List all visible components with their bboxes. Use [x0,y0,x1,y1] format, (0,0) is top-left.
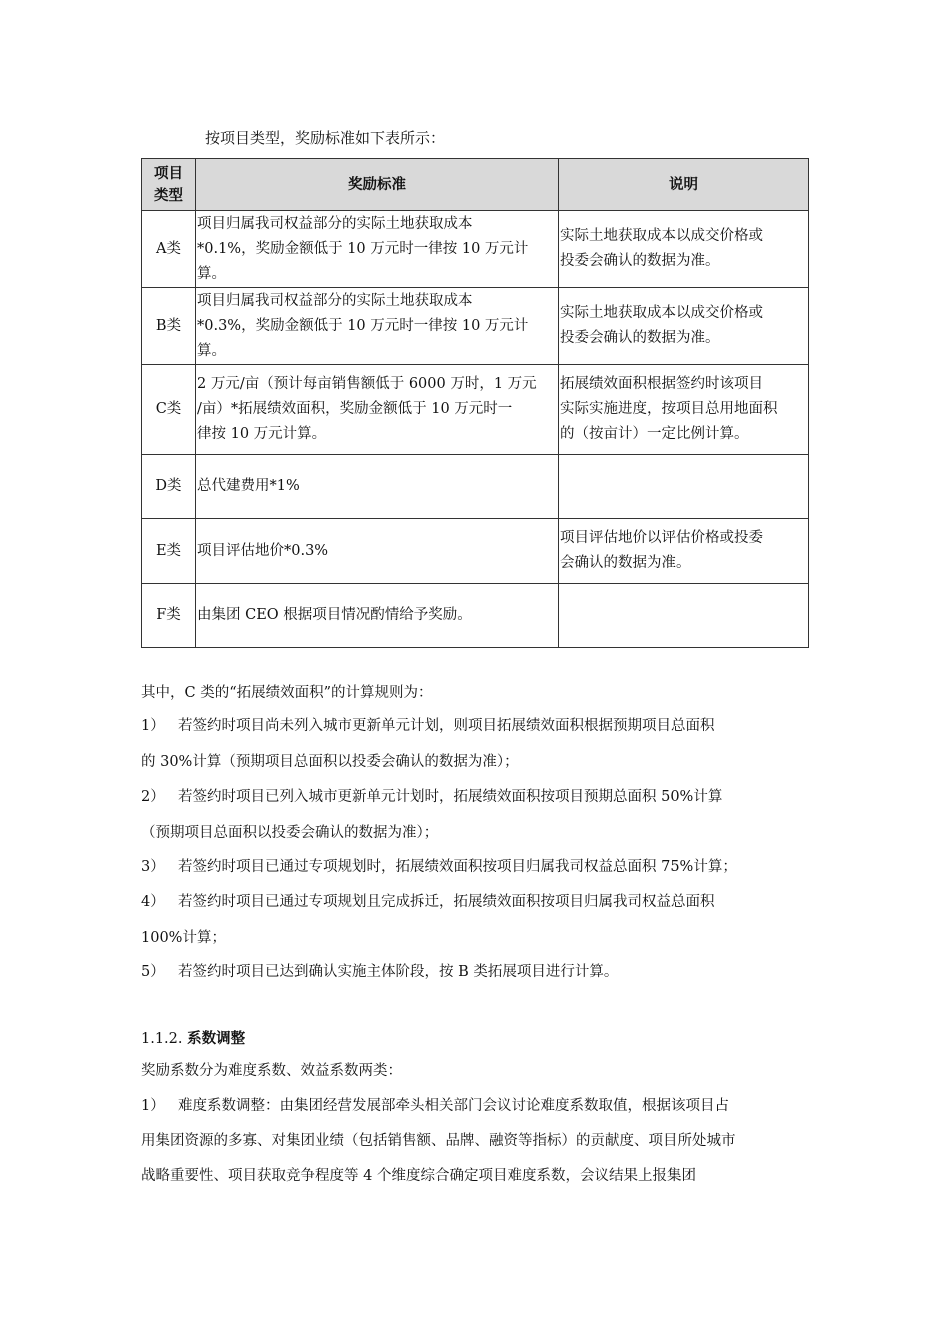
type-cell: D类 [142,455,196,519]
list-text: 若签约时项目尚未列入城市更新单元计划，则项目拓展绩效面积根据预期项目总面积 [178,718,715,734]
note-line: 投委会确认的数据为准。 [560,330,720,346]
note-line: 实际实施进度，按项目总用地面积 [560,401,778,417]
standard-cell [196,584,559,648]
list-text: 若签约时项目已通过专项规划且完成拆迁，拓展绩效面积按项目归属我司权益总面积 [178,894,715,910]
note-line: 拓展绩效面积根据签约时该项目 [560,376,763,392]
list-item [141,1096,811,1116]
note-cell [559,365,809,455]
type-cell: C类 [142,365,196,455]
section-heading [141,1029,811,1049]
list-item-continuation: 战略重要性、项目获取竞争程度等 4 个维度综合确定项目难度系数，会议结果上报集团 [141,1168,696,1184]
standard-line: 总代建费用*1% [197,478,300,494]
header-description: 说明 [559,159,809,211]
note-line: 项目评估地价以评估价格或投委 [560,530,763,546]
list-number: 5） [141,964,165,980]
section-number: 1.1.2. [141,1031,183,1047]
table-row [142,211,809,288]
list-text: 难度系数调整：由集团经营发展部牵头相关部门会议讨论难度系数取值，根据该项目占 [178,1098,729,1114]
standard-line: 项目评估地价*0.3% [197,542,329,559]
header-project-type-line1: 项目 [154,165,183,182]
standard-cell [196,519,559,584]
list-item-continuation: 的 30%计算（预期项目总面积以投委会确认的数据为准）； [141,754,519,770]
note-cell [559,519,809,584]
standard-line: *0.3%，奖励金额低于 10 万元时一律按 10 万元计 [197,317,529,334]
note-cell [559,211,809,288]
list-item [141,962,811,982]
note-cell [559,455,809,519]
note-line: 实际土地获取成本以成交价格或 [560,305,763,321]
table-row [142,365,809,455]
list-item [141,857,811,877]
table-row [142,584,809,648]
c-rule-intro: 其中，C 类的“拓展绩效面积”的计算规则为： [141,685,433,701]
list-item-continuation: （预期项目总面积以投委会确认的数据为准）； [141,825,439,841]
section-title: 系数调整 [187,1031,246,1047]
list-item [141,716,811,736]
reward-standard-table [141,158,809,648]
note-line: 实际土地获取成本以成交价格或 [560,228,763,244]
standard-line: 项目归属我司权益部分的实际土地获取成本 [197,215,473,232]
note-line: 会确认的数据为准。 [560,555,691,571]
table-row [142,455,809,519]
standard-cell [196,211,559,288]
list-number: 1） [141,1098,165,1114]
standard-line: /亩）*拓展绩效面积，奖励金额低于 10 万元时一 [197,401,513,417]
standard-line: 算。 [197,265,226,282]
standard-line: *0.1%，奖励金额低于 10 万元时一律按 10 万元计 [197,240,529,257]
standard-line: 项目归属我司权益部分的实际土地获取成本 [197,292,473,309]
list-number: 1） [141,718,165,734]
standard-line: 由集团 CEO 根据项目情况酌情给予奖励。 [197,607,472,623]
list-number: 4） [141,894,165,910]
note-line: 的（按亩计）一定比例计算。 [560,426,749,442]
list-text: 若签约时项目已达到确认实施主体阶段，按 B 类拓展项目进行计算。 [178,964,619,980]
section-intro: 奖励系数分为难度系数、效益系数两类： [141,1063,402,1079]
list-item [141,787,811,807]
header-reward-standard: 奖励标准 [196,159,559,211]
note-cell [559,288,809,365]
standard-cell [196,455,559,519]
standard-line: 算。 [197,342,226,359]
list-number: 2） [141,789,165,805]
list-item [141,892,811,912]
standard-line: 2 万元/亩（预计每亩销售额低于 6000 万时，1 万元 [197,376,537,392]
header-project-type-line2: 类型 [154,187,183,204]
type-cell: B类 [142,288,196,365]
list-text: 若签约时项目已列入城市更新单元计划时，拓展绩效面积按项目预期总面积 50%计算 [178,789,723,805]
standard-cell [196,288,559,365]
list-text: 若签约时项目已通过专项规划时，拓展绩效面积按项目归属我司权益总面积 75%计算； [178,859,737,875]
header-project-type [142,159,196,211]
type-cell: F类 [142,584,196,648]
table-row [142,288,809,365]
list-item-continuation: 用集团资源的多寡、对集团业绩（包括销售额、品牌、融资等指标）的贡献度、项目所处城市 [141,1133,736,1149]
note-line: 投委会确认的数据为准。 [560,253,720,269]
type-cell: A类 [142,211,196,288]
type-cell: E类 [142,519,196,584]
note-cell [559,584,809,648]
standard-cell [196,365,559,455]
table-intro: 按项目类型，奖励标准如下表所示： [205,129,446,147]
list-number: 3） [141,859,165,875]
table-header-row [142,159,809,211]
standard-line: 律按 10 万元计算。 [197,426,327,442]
list-item-continuation: 100%计算； [141,930,226,946]
table-row [142,519,809,584]
